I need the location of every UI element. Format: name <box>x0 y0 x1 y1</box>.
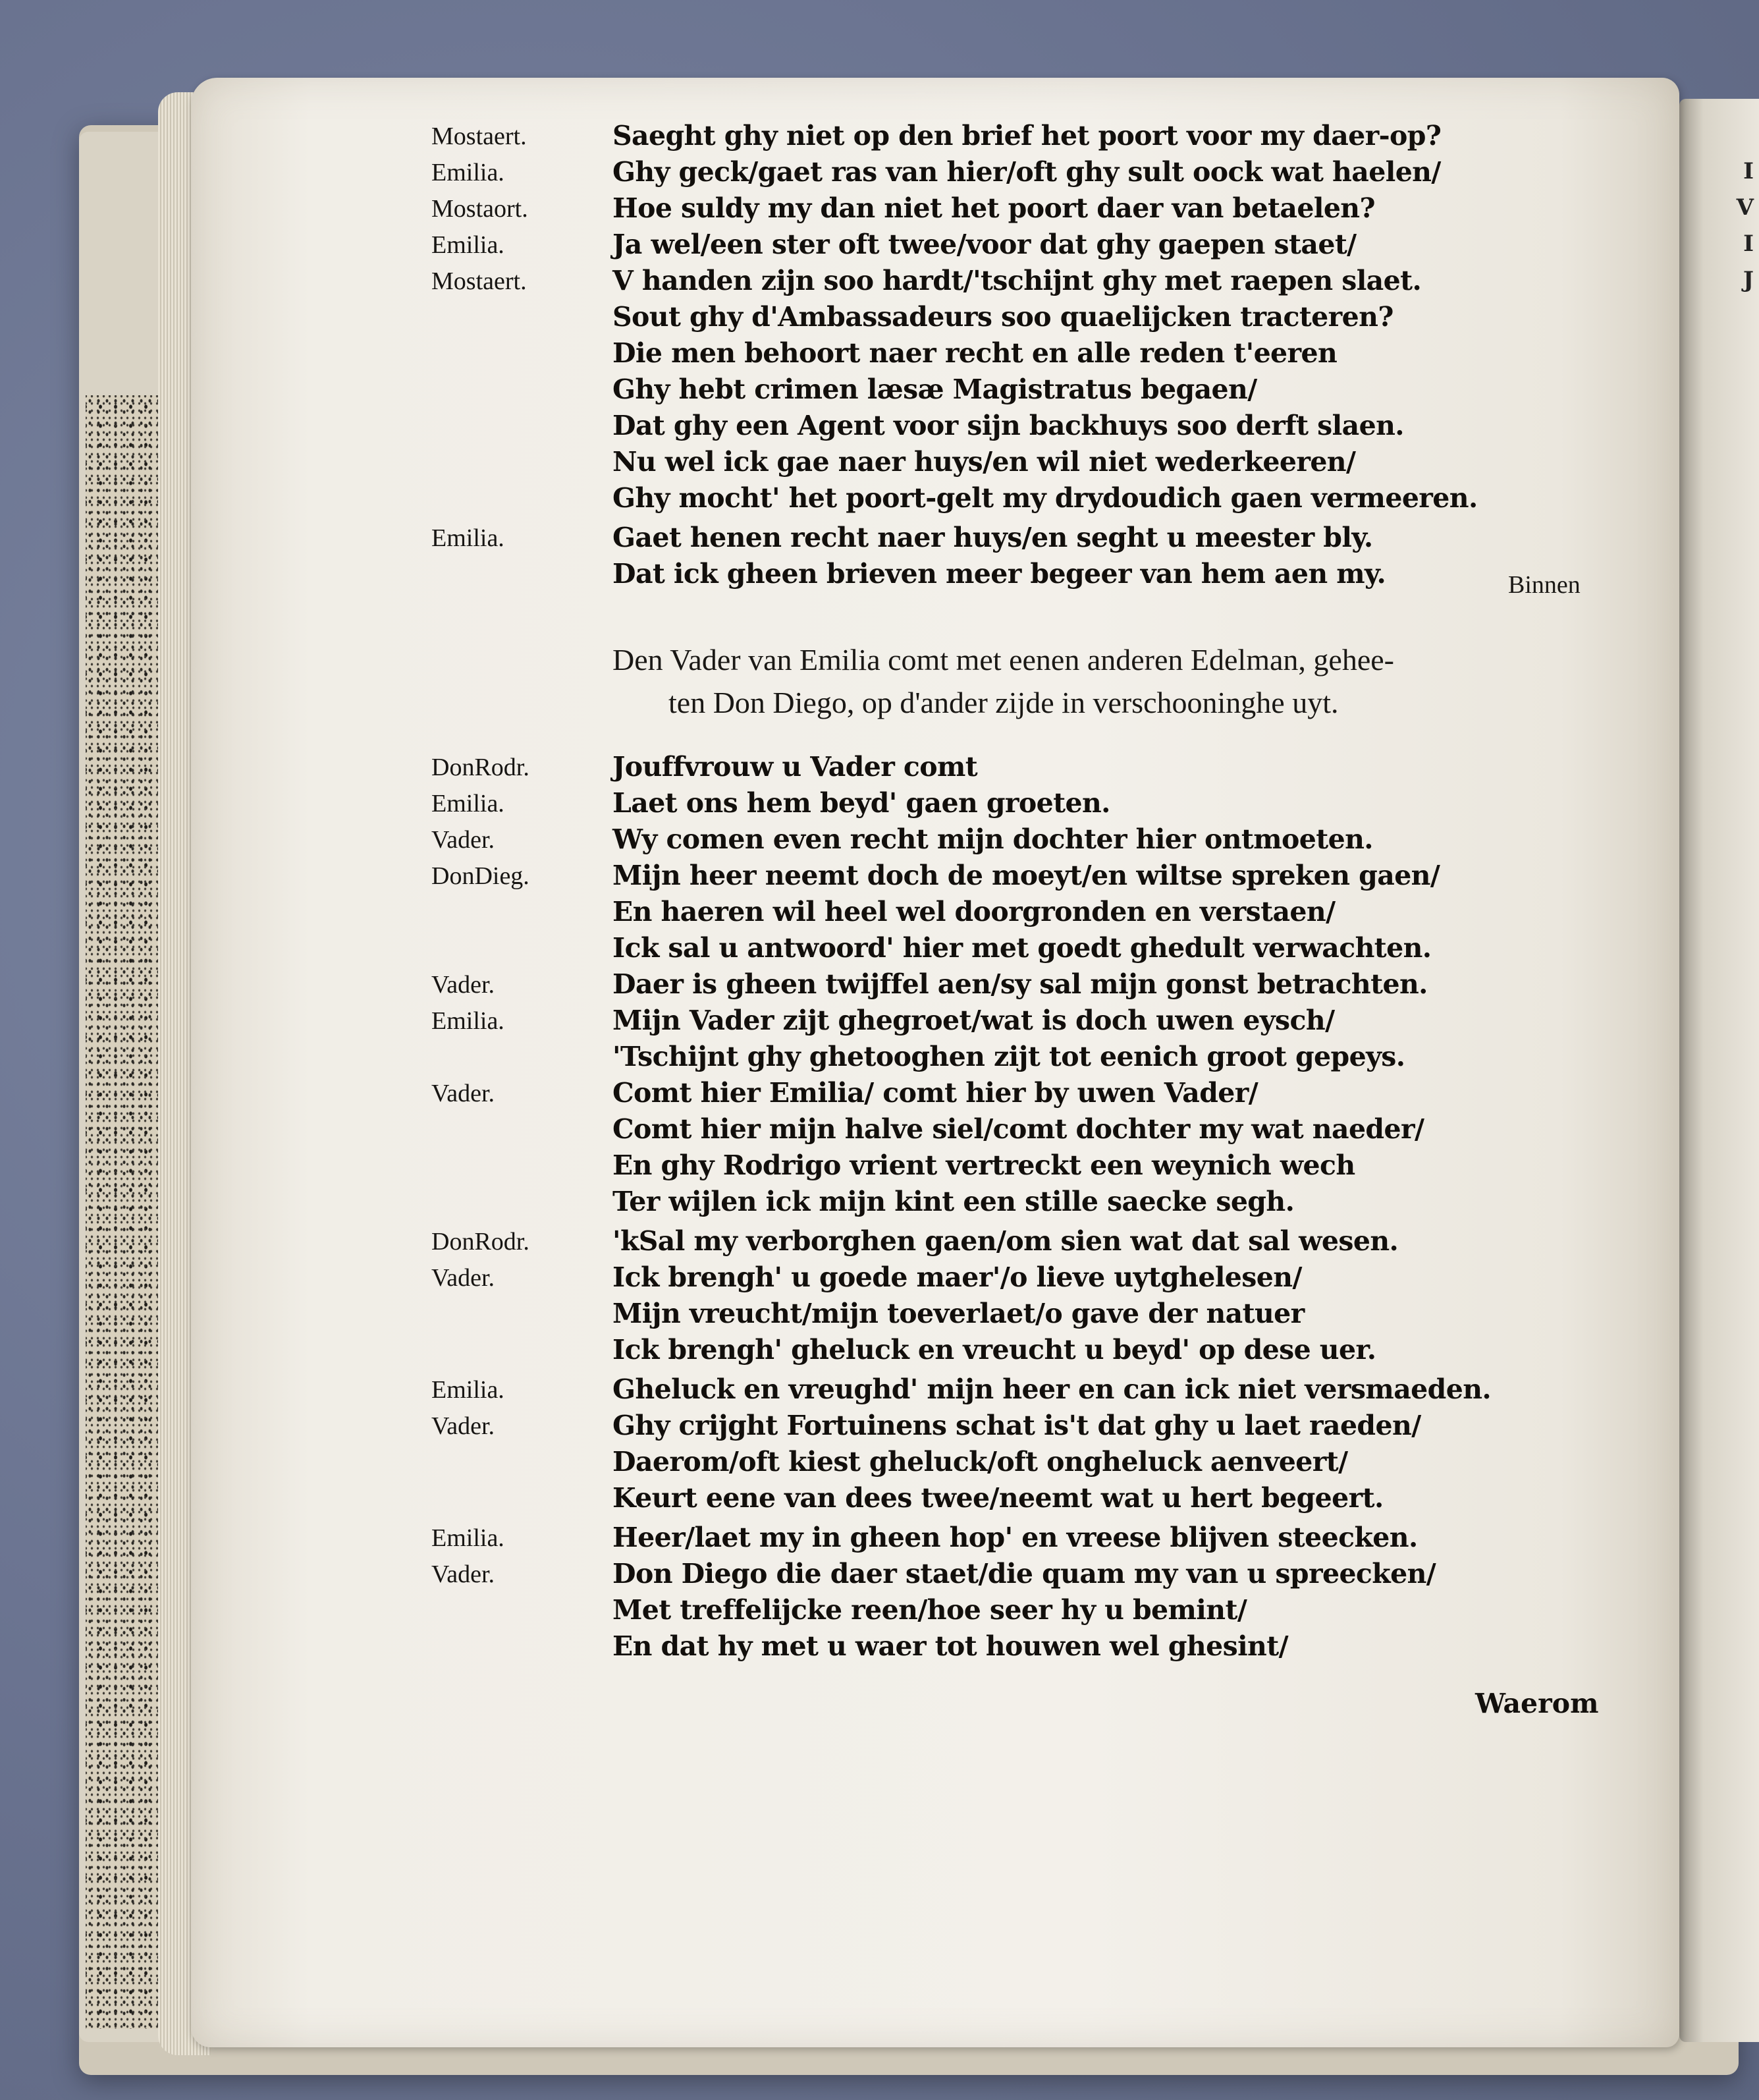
verse-line: En dat hy met u waer tot houwen wel ghesint/ <box>612 1630 1288 1662</box>
speckled-page-edge <box>86 395 158 2029</box>
verse-line: Laet ons hem beyd' gaen groeten. <box>612 787 1110 819</box>
verse-line: Ja wel/een ster oft twee/voor dat ghy gaepen staet/ <box>612 229 1357 260</box>
speaker-label: Mostaort. <box>431 195 528 223</box>
verse-line: Gaet henen recht naer huys/en seght u meester bly. <box>612 522 1373 553</box>
verse-line: Nu wel ick gae naer huys/en wil niet wederkeeren/ <box>612 446 1356 478</box>
verse-line: Comt hier Emilia/ comt hier by uwen Vader/ <box>612 1077 1258 1109</box>
speaker-label: Vader. <box>431 1561 495 1588</box>
speaker-label: DonDieg. <box>431 862 529 890</box>
verse-line: Mijn vreucht/mijn toeverlaet/o gave der natuer <box>612 1298 1305 1329</box>
verse-line: Daer is gheen twijffel aen/sy sal mijn gonst betrachten. <box>612 968 1428 1000</box>
verse-line: Ghy geck/gaet ras van hier/oft ghy sult oock wat haelen/ <box>612 156 1441 188</box>
verse-line: En ghy Rodrigo vrient vertreckt een weynich wech <box>612 1149 1355 1181</box>
verse-line: Sout ghy d'Ambassadeurs soo quaelijcken tracteren? <box>612 301 1394 333</box>
verse-line: Jouffvrouw u Vader comt <box>612 751 978 783</box>
verse-line: 'Tschijnt ghy ghetooghen zijt tot eenich groot gepeys. <box>612 1041 1405 1072</box>
verse-line: Ghy crijght Fortuinens schat is't dat ghy u laet raeden/ <box>612 1410 1421 1441</box>
speaker-label: Vader. <box>431 971 495 999</box>
speaker-label: Mostaert. <box>431 123 527 150</box>
verse-line: Ghy hebt crimen læsæ Magistratus begaen/ <box>612 373 1257 405</box>
verse-line: Comt hier mijn halve siel/comt dochter my wat naeder/ <box>612 1113 1424 1145</box>
verse-line: Gheluck en vreughd' mijn heer en can ick niet versmaeden. <box>612 1373 1492 1405</box>
facing-page-glyph: V <box>1736 194 1754 221</box>
verse-line: Heer/laet my in gheen hop' en vreese blijven steecken. <box>612 1522 1418 1553</box>
verse-line: Dat ick gheen brieven meer begeer van hem aen my. <box>612 558 1386 590</box>
verse-line: Mijn Vader zijt ghegroet/wat is doch uwen eysch/ <box>612 1005 1335 1036</box>
verse-line: V handen zijn soo hardt/'tschijnt ghy met raepen slaet. <box>612 265 1422 296</box>
facing-page <box>1679 99 1759 2042</box>
verse-line: Hoe suldy my dan niet het poort daer van betaelen? <box>612 192 1375 224</box>
verse-line: Ick brengh' gheluck en vreucht u beyd' op dese uer. <box>612 1334 1376 1366</box>
speaker-label: Vader. <box>431 1080 495 1107</box>
verse-line: Saeght ghy niet op den brief het poort voor my daer-op? <box>612 120 1442 152</box>
facing-page-glyph: I <box>1743 231 1754 257</box>
verse-line: 'kSal my verborghen gaen/om sien wat dat sal wesen. <box>612 1225 1399 1257</box>
verse-line: Ick sal u antwoord' hier met goedt ghedult verwachten. <box>612 932 1432 964</box>
speaker-label: Emilia. <box>431 790 504 817</box>
verse-line: Wy comen even recht mijn dochter hier ontmoeten. <box>612 823 1373 855</box>
speaker-label: Emilia. <box>431 524 504 552</box>
verse-line: Mijn heer neemt doch de moeyt/en wiltse spreken gaen/ <box>612 860 1440 891</box>
facing-page-glyph: I <box>1743 158 1754 184</box>
speaker-label: Vader. <box>431 1412 495 1440</box>
stage-direction-line: ten Don Diego, op d'ander zijde in verschooninghe uyt. <box>668 686 1339 719</box>
speaker-label: Vader. <box>431 826 495 854</box>
verse-line: Ter wijlen ick mijn kint een stille saecke segh. <box>612 1186 1295 1217</box>
verse-line: Ick brengh' u goede maer'/o lieve uytghelesen/ <box>612 1261 1302 1293</box>
speaker-label: Emilia. <box>431 1007 504 1035</box>
verse-line: Don Diego die daer staet/die quam my van u spreecken/ <box>612 1558 1436 1589</box>
speaker-label: DonRodr. <box>431 1228 529 1256</box>
verse-line: Met treffelijcke reen/hoe seer hy u bemint/ <box>612 1594 1247 1626</box>
verse-line: Daerom/oft kiest gheluck/oft ongheluck aenveert/ <box>612 1446 1348 1478</box>
speaker-label: Vader. <box>431 1264 495 1292</box>
speaker-label: DonRodr. <box>431 754 529 781</box>
verse-line: En haeren wil heel wel doorgronden en verstaen/ <box>612 896 1336 927</box>
verse-line: Die men behoort naer recht en alle reden t'eeren <box>612 337 1338 369</box>
speaker-label: Emilia. <box>431 1376 504 1404</box>
verse-line: Keurt eene van dees twee/neemt wat u hert begeert. <box>612 1482 1384 1514</box>
speaker-label: Emilia. <box>431 159 504 186</box>
speaker-label: Mostaert. <box>431 267 527 295</box>
verse-line: Ghy mocht' het poort-gelt my drydoudich gaen vermeeren. <box>612 482 1478 514</box>
catchword: Waerom <box>1475 1688 1599 1719</box>
exit-stage-direction: Binnen <box>1508 571 1581 599</box>
speaker-label: Emilia. <box>431 1524 504 1552</box>
stage-direction-line: Den Vader van Emilia comt met eenen anderen Edelman, gehee- <box>612 643 1394 677</box>
verse-line: Dat ghy een Agent voor sijn backhuys soo derft slaen. <box>612 410 1404 441</box>
facing-page-glyph: J <box>1743 267 1754 293</box>
speaker-label: Emilia. <box>431 231 504 259</box>
